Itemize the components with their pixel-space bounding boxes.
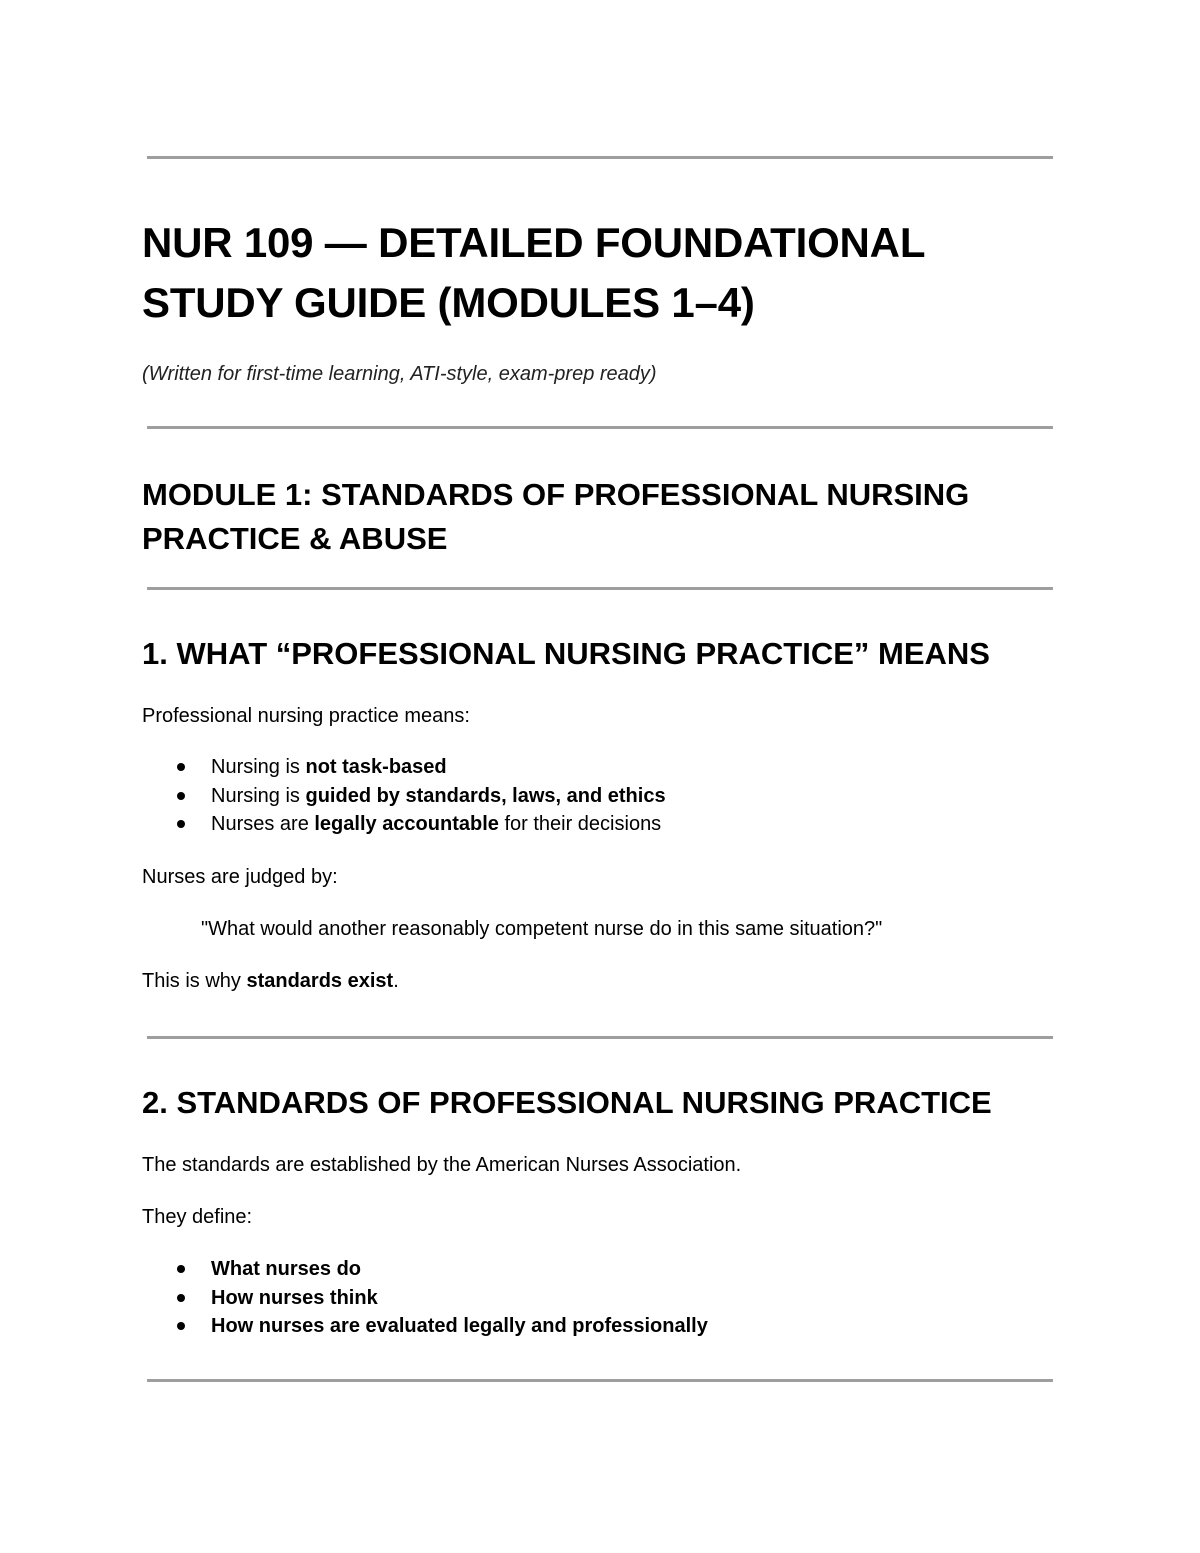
- list-item: How nurses think: [176, 1284, 708, 1313]
- bullet-icon: [177, 792, 185, 800]
- judged-by-text: Nurses are judged by:: [142, 866, 338, 888]
- bullet-icon: [177, 820, 185, 828]
- section-2-established-text: The standards are established by the American Nurses Association.: [142, 1154, 742, 1176]
- standards-exist-text: This is why standards exist.: [142, 970, 399, 992]
- list-item: Nursing is guided by standards, laws, and ethics: [176, 782, 666, 811]
- horizontal-rule: [147, 1036, 1053, 1039]
- bullet-icon: [177, 763, 185, 771]
- section-2-heading: 2. STANDARDS OF PROFESSIONAL NURSING PRACTICE: [142, 1085, 992, 1120]
- horizontal-rule: [147, 587, 1053, 590]
- bullet-icon: [177, 1265, 185, 1273]
- horizontal-rule: [147, 426, 1053, 429]
- list-item: Nursing is not task-based: [176, 753, 666, 782]
- section-2-bullet-list: [176, 1255, 708, 1341]
- list-item: Nurses are legally accountable for their decisions: [176, 810, 666, 839]
- document-title-line-2: STUDY GUIDE (MODULES 1–4): [142, 279, 755, 326]
- document-title-line-1: NUR 109 — DETAILED FOUNDATIONAL: [142, 219, 926, 266]
- section-1-intro: Professional nursing practice means:: [142, 705, 470, 727]
- horizontal-rule: [147, 156, 1053, 159]
- section-2-define-text: They define:: [142, 1206, 253, 1228]
- competent-nurse-quote: "What would another reasonably competent nurse do in this same situation?": [201, 918, 883, 940]
- document-subtitle: (Written for first-time learning, ATI-style, exam-prep ready): [142, 363, 657, 385]
- list-item: What nurses do: [176, 1255, 708, 1284]
- section-1-heading: 1. WHAT “PROFESSIONAL NURSING PRACTICE” MEANS: [142, 636, 990, 671]
- bullet-icon: [177, 1322, 185, 1330]
- section-1-bullet-list: [176, 753, 666, 839]
- bullet-icon: [177, 1294, 185, 1302]
- module-1-heading-line-2: PRACTICE & ABUSE: [142, 521, 448, 556]
- horizontal-rule: [147, 1379, 1053, 1382]
- module-1-heading-line-1: MODULE 1: STANDARDS OF PROFESSIONAL NURSING: [142, 477, 970, 512]
- list-item: How nurses are evaluated legally and professionally: [176, 1312, 708, 1341]
